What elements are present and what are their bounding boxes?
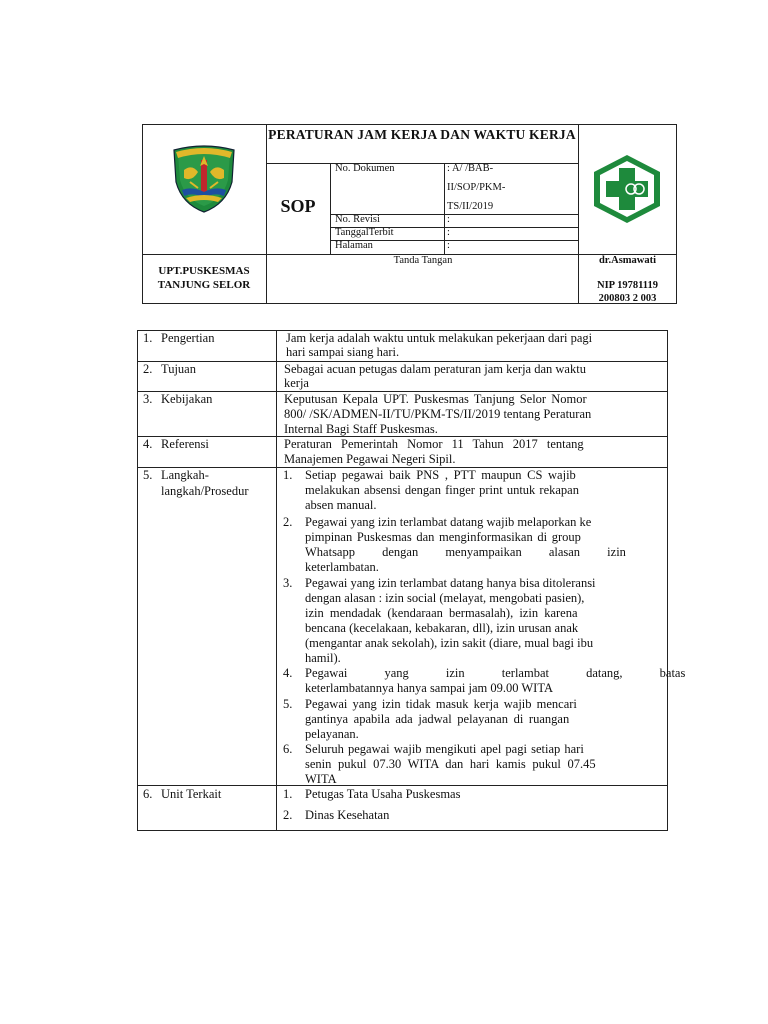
step-line: keterlambatan.	[305, 560, 379, 574]
row-label: Referensi	[161, 437, 209, 451]
signer-nip-line2: 200803 2 003	[598, 293, 657, 304]
row-content-line: 800/ /SK/ADMEN-II/TU/PKM-TS/II/2019 tentang Peraturan	[284, 407, 592, 421]
field-value-tanggal-terbit: :	[447, 227, 450, 238]
step-line: Pegawai yang izin tidak masuk kerja wajib mencari	[305, 697, 577, 711]
row-number: 5.	[143, 468, 153, 482]
row-label: Langkah-	[161, 468, 209, 482]
step-line: hamil).	[305, 651, 341, 665]
signer-name: dr.Asmawati	[598, 255, 657, 266]
table-divider	[276, 330, 277, 831]
row-content-line: Sebagai acuan petugas dalam peraturan jam kerja dan waktu	[284, 362, 586, 376]
row-label: Kebijakan	[161, 392, 213, 406]
step-line: WITA	[305, 772, 337, 786]
step-line: Setiap pegawai baik PNS , PTT maupun CS wajib	[305, 468, 576, 482]
step-line: gantinya apabila ada jadwal pelayanan di ruangan	[305, 712, 570, 726]
step-line: dengan alasan : izin social (melayat, mengobati pasien),	[305, 591, 585, 605]
row-number: 3.	[143, 392, 153, 406]
row-content-line: Manajemen Pegawai Negeri Sipil.	[284, 452, 456, 466]
row-content-line: Jam kerja adalah waktu untuk melakukan pekerjaan dari pagi	[286, 331, 593, 345]
field-value-no-dokumen-2: II/SOP/PKM-	[447, 182, 506, 193]
header-divider	[578, 124, 579, 304]
row-content-line: Internal Bagi Staff Puskesmas.	[284, 422, 438, 436]
signer-nip-line1: NIP 19781119	[597, 280, 658, 291]
step-line: senin pukul 07.30 WITA dan hari kamis pukul 07.45	[305, 757, 596, 771]
org-name-line2: TANJUNG SELOR	[157, 279, 251, 291]
regional-emblem-icon	[168, 142, 240, 214]
document-title: PERATURAN JAM KERJA DAN WAKTU KERJA	[268, 127, 576, 142]
step-line: Pegawai yang izin terlambat datang wajib melaporkan ke	[305, 515, 592, 529]
step-number: 2.	[283, 515, 293, 529]
step-line: (mengantar anak sekolah), izin sakit (diare, mual bagi ibu	[305, 636, 594, 650]
unit-number: 2.	[283, 808, 293, 822]
row-label: Tujuan	[161, 362, 196, 376]
step-line: Pegawai yang izin terlambat datang, batas	[305, 666, 686, 680]
row-label: Unit Terkait	[161, 787, 222, 801]
field-value-no-dokumen-3: TS/II/2019	[447, 201, 494, 212]
field-label-halaman: Halaman	[335, 240, 373, 251]
row-label: langkah/Prosedur	[161, 484, 249, 498]
step-number: 3.	[283, 576, 293, 590]
row-content-line: hari sampai siang hari.	[286, 345, 400, 359]
step-number: 4.	[283, 666, 293, 680]
field-value-no-dokumen-1: : A/ /BAB-	[447, 163, 494, 174]
step-number: 1.	[283, 468, 293, 482]
step-line: izin mendadak (kendaraan bermasalah), izin karena	[305, 606, 578, 620]
org-name-line1: UPT.PUSKESMAS	[158, 265, 250, 277]
row-content-line: Peraturan Pemerintah Nomor 11 Tahun 2017 tentang	[284, 437, 584, 451]
row-number: 4.	[143, 437, 153, 451]
step-number: 5.	[283, 697, 293, 711]
step-line: pelayanan.	[305, 727, 359, 741]
table-divider	[137, 785, 668, 786]
field-value-halaman: :	[447, 240, 450, 251]
header-divider	[266, 163, 578, 164]
field-label-no-revisi: No. Revisi	[335, 214, 380, 225]
field-label-no-dokumen: No. Dokumen	[335, 163, 395, 174]
field-value-no-revisi: :	[447, 214, 450, 225]
step-number: 6.	[283, 742, 293, 756]
row-content-line: Keputusan Kepala UPT. Puskesmas Tanjung Selor Nomor	[284, 392, 587, 406]
unit-item: Dinas Kesehatan	[305, 808, 390, 822]
step-line: Whatsapp dengan menyampaikan alasan izin	[305, 545, 626, 559]
field-label-tanggal-terbit: TanggalTerbit	[335, 227, 394, 238]
row-content-line: kerja	[284, 376, 309, 390]
row-label: Pengertian	[161, 331, 215, 345]
unit-item: Petugas Tata Usaha Puskesmas	[305, 787, 461, 801]
row-number: 6.	[143, 787, 153, 801]
step-line: Seluruh pegawai wajib mengikuti apel pagi setiap hari	[305, 742, 584, 756]
step-line: bencana (kecelakaan, kebakaran, dll), izin urusan anak	[305, 621, 579, 635]
step-line: pimpinan Puskesmas dan menginformasikan di group	[305, 530, 581, 544]
row-number: 1.	[143, 331, 153, 345]
unit-number: 1.	[283, 787, 293, 801]
puskesmas-logo-icon	[590, 152, 664, 226]
signature-label: Tanda Tangan	[393, 255, 453, 266]
step-line: Pegawai yang izin terlambat datang hanya bisa ditoleransi	[305, 576, 596, 590]
sop-label: SOP	[280, 196, 316, 216]
step-line: keterlambatannya hanya sampai jam 09.00 WITA	[305, 681, 553, 695]
step-line: melakukan absensi dengan finger print untuk rekapan	[305, 483, 579, 497]
step-line: absen manual.	[305, 498, 377, 512]
row-number: 2.	[143, 362, 153, 376]
